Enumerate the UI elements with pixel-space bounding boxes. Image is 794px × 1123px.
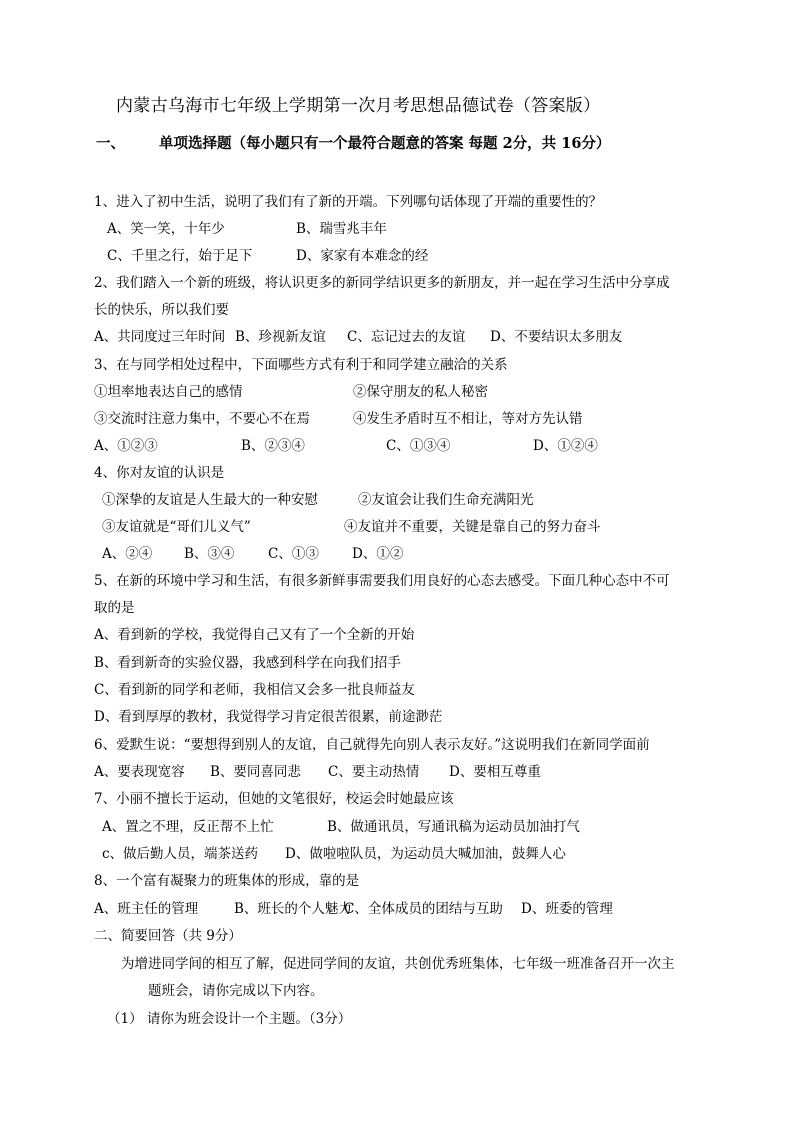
q6-option-c: C、要主动热情 xyxy=(328,764,420,780)
q5-stem-line2: 取的是 xyxy=(94,600,135,616)
q3-statement-4: ④发生矛盾时互不相让，等对方先认错 xyxy=(353,411,583,427)
q5-option-c: C、看到新的同学和老师，我相信又会多一批良师益友 xyxy=(94,682,415,698)
q3-statement-3: ③交流时注意力集中，不要心不在焉 xyxy=(94,411,310,427)
q6-stem: 6、爱默生说：“要想得到别人的友谊，自己就得先向别人表示友好。”这说明我们在新同学面前 xyxy=(94,737,650,753)
q8-option-a: A、班主任的管理 xyxy=(94,901,199,917)
q1-option-a: A、笑一笑，十年少 xyxy=(107,221,225,237)
q8-option-d: D、班委的管理 xyxy=(521,901,613,917)
q1-option-c: C、千里之行，始于足下 xyxy=(107,248,253,264)
q4-stem: 4、你对友谊的认识是 xyxy=(94,465,225,481)
q7-option-c: c、做后勤人员，端茶送药 xyxy=(102,846,259,862)
section1-heading xyxy=(96,135,610,153)
q1-option-d: D、家家有本难念的经 xyxy=(296,248,429,264)
q2-stem-line1: 2、我们踏入一个新的班级，将认识更多的新同学结识更多的新朋友，并一起在学习生活中分享成 xyxy=(94,275,670,291)
q3-option-d: D、①②④ xyxy=(533,438,598,454)
section2-subquestion-1: （1） 请你为班会设计一个主题。（3分） xyxy=(107,1011,352,1027)
section2-intro-line1: 为增进同学间的相互了解，促进同学间的友谊，共创优秀班集体，七年级一班准备召开一次主 xyxy=(121,956,675,972)
q7-option-d: D、做啦啦队员，为运动员大喊加油，鼓舞人心 xyxy=(285,846,566,862)
q2-stem-line2: 长的快乐，所以我们要 xyxy=(94,302,229,318)
section2-intro-line2: 题班会，请你完成以下内容。 xyxy=(148,983,324,999)
q2-option-c: C、忘记过去的友谊 xyxy=(347,329,466,345)
q7-option-a: A、置之不理，反正帮不上忙 xyxy=(102,819,274,835)
q3-option-b: B、②③④ xyxy=(241,438,305,454)
q6-option-d: D、要相互尊重 xyxy=(449,764,541,780)
q8-option-b: B、班长的个人魅力 xyxy=(234,901,352,917)
q3-stem: 3、在与同学相处过程中，下面哪些方式有利于和同学建立融洽的关系 xyxy=(94,357,508,373)
q5-option-b: B、看到新奇的实验仪器，我感到科学在向我们招手 xyxy=(94,655,401,671)
q2-option-a: A、共同度过三年时间 xyxy=(94,329,226,345)
q8-option-c: C、全体成员的团结与互助 xyxy=(344,901,503,917)
q5-stem-line1: 5、在新的环境中学习和生活，有很多新鲜事需要我们用良好的心态去感受。下面几种心态中不可 xyxy=(94,573,670,589)
q6-option-a: A、要表现宽容 xyxy=(94,764,185,780)
q2-option-b: B、珍视新友谊 xyxy=(235,329,326,345)
q5-option-a: A、看到新的学校，我觉得自己又有了一个全新的开始 xyxy=(94,627,415,643)
q4-statement-3: ③友谊就是“哥们儿义气” xyxy=(102,519,251,535)
q8-stem: 8、一个富有凝聚力的班集体的形成，靠的是 xyxy=(94,873,360,889)
q3-statement-1: ①坦率地表达自己的感情 xyxy=(94,384,243,400)
q4-statement-1: ①深挚的友谊是人生最大的一种安慰 xyxy=(102,492,318,508)
q5-option-d: D、看到厚厚的教材，我觉得学习肯定很苦很累，前途渺茫 xyxy=(94,709,443,725)
q3-option-c: C、①③④ xyxy=(386,438,451,454)
section2-heading: 二、简要回答（共 9分） xyxy=(94,928,242,944)
q2-option-d: D、不要结识太多朋友 xyxy=(490,329,623,345)
q4-option-d: D、①② xyxy=(352,546,404,562)
q4-option-b: B、③④ xyxy=(184,546,235,562)
section1-text: 单项选择题（每小题只有一个最符合题意的答案 每题 2分，共 16分） xyxy=(159,135,611,152)
q3-statement-2: ②保守朋友的私人秘密 xyxy=(353,384,488,400)
q4-option-a: A、②④ xyxy=(102,546,153,562)
q4-statement-4: ④友谊并不重要，关键是靠自己的努力奋斗 xyxy=(344,519,601,535)
q4-option-c: C、①③ xyxy=(268,546,319,562)
q6-option-b: B、要同喜同悲 xyxy=(210,764,301,780)
section1-number: 一、 xyxy=(96,135,125,152)
q3-option-a: A、①②③ xyxy=(94,438,158,454)
q7-stem: 7、小丽不擅长于运动，但她的文笔很好，校运会时她最应该 xyxy=(94,791,454,807)
q1-option-b: B、瑞雪兆丰年 xyxy=(296,221,387,237)
page-title: 内蒙古乌海市七年级上学期第一次月考思想品德试卷（答案版） xyxy=(116,96,601,116)
q1-stem: 1、进入了初中生活，说明了我们有了新的开端。下列哪句话体现了开端的重要性的？ xyxy=(94,194,603,210)
q4-statement-2: ②友谊会让我们生命充满阳光 xyxy=(358,492,534,508)
q7-option-b: B、做通讯员，写通讯稿为运动员加油打气 xyxy=(327,819,580,835)
